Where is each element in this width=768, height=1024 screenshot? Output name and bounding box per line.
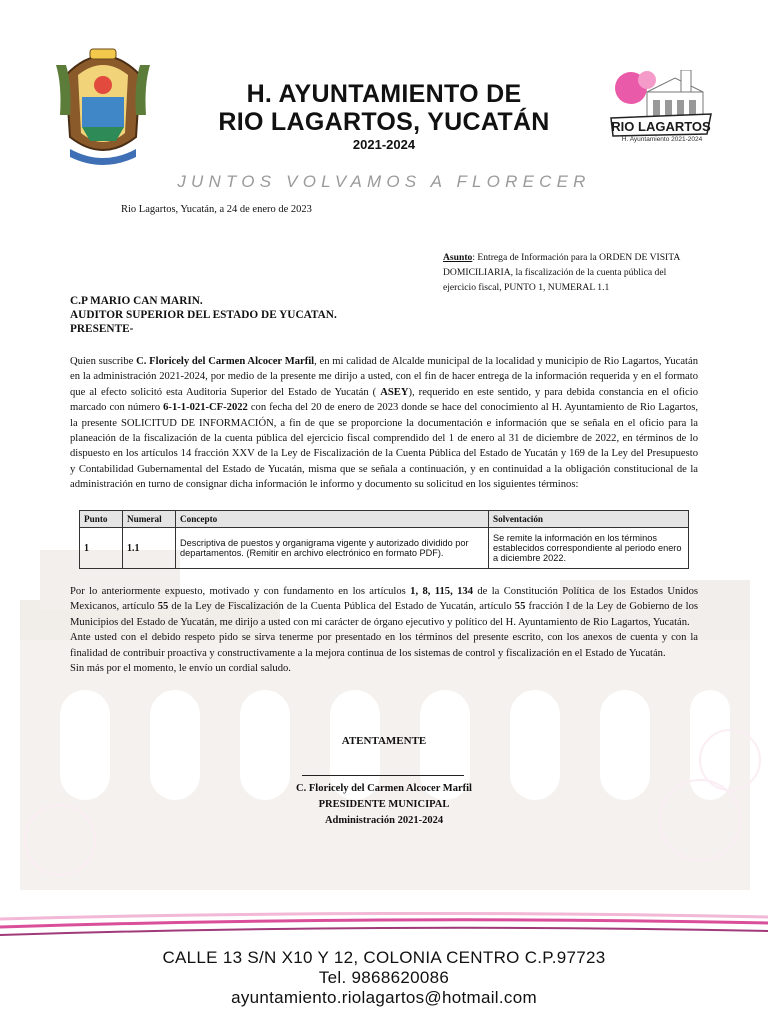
body2-article-55b: 55 — [514, 601, 526, 613]
subject-text: : Entrega de Información para la ORDEN DE VISITA DOMICILIARIA, la fiscalización de la cuenta pública del ejercicio fiscal, PUNTO 1, NUMERAL 1.1 — [443, 252, 680, 293]
body2-text-d: fracción I de la Ley de Gobierno de los Municipios del Estado de Yucatán, me dirijo a usted con mi carácter de órgano ejecutivo y político del H. Ayuntamiento de Rio Lagartos, Yucatán. — [70, 601, 698, 628]
body2-article-55a: 55 — [157, 601, 169, 613]
signer-name: C. Floricely del Carmen Alcocer Marfil — [296, 783, 472, 794]
body1-oficio-number: 6-1-1-021-CF-2022 — [163, 402, 248, 414]
table-header-concepto: Concepto — [176, 511, 489, 528]
addressee-name: C.P MARIO CAN MARIN. — [70, 295, 203, 307]
subject-label: Asunto — [443, 252, 473, 263]
addressee-position: AUDITOR SUPERIOR DEL ESTADO DE YUCATAN. — [70, 309, 337, 321]
body1-signer-name: C. Floricely del Carmen Alcocer Marfil — [136, 356, 315, 367]
footer-email: ayuntamiento.riolagartos@hotmail.com — [231, 988, 537, 1007]
logo-right-text: RIO LAGARTOS — [611, 119, 711, 134]
body1-text-d: con fecha del 20 de enero de 2023 donde se hace del conocimiento al H. Ayuntamiento de Rio Lagartos, la presente SOLICITUD DE INFORMACIÓN, a fin de que se proporcione la documentación e información que se señala en el oficio para la planeación de la fiscalización de la cuenta pública del ejercicio fiscal comprendido del 1 de enero al 31 de diciembre de 2022, en términos de lo dispuesto en los artículos 14 fracción XXV de la Ley de Fiscalización de la Cuenta Pública del Estado de Yucatán y 169 de la Ley del Presupuesto y Contabilidad Gubernamental del Estado de Yucatán, misma que se señala a continuación, y en continuidad a la obligación constitucional de la administración en turno de consignar dicha información le informo y documento su solicitud en los siguientes términos: — [70, 402, 698, 491]
header-title-line1: H. AYUNTAMIENTO DE — [246, 80, 522, 108]
header-title-line2: RIO LAGARTOS, YUCATÁN — [218, 108, 550, 136]
building-watermark — [0, 520, 768, 920]
logo-right-caption: H. Ayuntamiento 2021-2024 — [621, 136, 703, 143]
body-paragraph-4: Sin más por el momento, le envío un cordial saludo. — [70, 663, 291, 675]
table-cell-punto: 1 — [80, 528, 123, 569]
body2-text-c: de la Ley de Fiscalización de la Cuenta Pública del Estado de Yucatán, artículo — [168, 601, 515, 613]
body2-text-b: de la Constitución Política de los Estados Unidos Mexicanos, artículo — [70, 586, 698, 613]
slogan: JUNTOS VOLVAMOS A FLORECER — [177, 172, 591, 191]
body2-text-a: Por lo anteriormente expuesto, motivado y con fundamento en los artículos — [70, 586, 411, 597]
addressee-block — [70, 294, 337, 336]
body2-articles: 1, 8, 115, 134 — [410, 586, 473, 597]
footer-address: CALLE 13 S/N X10 Y 12, COLONIA CENTRO C.P.97723 — [162, 948, 606, 967]
body1-text-c: ), requerido en este sentido, y para debida constancia en el oficio marcado con número — [70, 386, 698, 414]
table-cell-concepto: Descriptiva de puestos y organigrama vigente y autorizado dividido por departamentos. (Remitir en archivo electrónico en formato PDF). — [176, 528, 489, 569]
footer-contact — [0, 948, 768, 1008]
closing-atentamente: ATENTAMENTE — [341, 735, 427, 747]
addressee-presente: PRESENTE- — [70, 323, 134, 335]
table-cell-solventacion: Se remite la información en los términos establecidos correspondiente al periodo enero a diciembre 2022. — [489, 528, 689, 569]
footer-phone: Tel. 9868620086 — [318, 968, 450, 987]
header-term: 2021-2024 — [352, 137, 416, 152]
body-paragraphs-closing — [70, 584, 698, 676]
signer-administration: Administración 2021-2024 — [324, 815, 444, 826]
table-cell-numeral: 1.1 — [123, 528, 176, 569]
letter-date: Rio Lagartos, Yucatán, a 24 de enero de 2023 — [121, 204, 312, 215]
table-header-punto: Punto — [80, 511, 123, 528]
body-paragraph-3: Ante usted con el debido respeto pido se sirva tenerme por presentado en los términos del presente escrito, con los anexos de cuenta y con la finalidad de contribuir proactiva y constructivamente a la mejora continua de los sistemas de control y fiscalización en el Estado de Yucatán. — [70, 632, 698, 659]
table-header-numeral: Numeral — [123, 511, 176, 528]
footer-decorative-lines — [0, 905, 768, 945]
table-header-solventacion: Solventación — [489, 511, 689, 528]
requirements-table — [79, 510, 689, 569]
body-paragraph-1 — [70, 354, 698, 493]
body-paragraph-2 — [70, 584, 698, 630]
signature-block — [0, 781, 768, 829]
signature-line — [302, 775, 464, 776]
signer-title: PRESIDENTE MUNICIPAL — [318, 799, 450, 810]
body1-asey: ASEY — [380, 386, 409, 398]
body1-text-a: Quien suscribe — [70, 356, 137, 367]
subject-block — [443, 250, 693, 295]
body1-text-b: , en mi calidad de Alcalde municipal de la localidad y municipio de Rio Lagartos, Yucatán en la administración 2021-2024, por medio de la presente me dirijo a usted, con el fin de hacer entrega de la información requerida y en el formato que al efecto solicitó esta Auditoria Superior del Estado de Yucatán ( — [70, 356, 698, 398]
table-header-row — [80, 511, 689, 528]
table-row — [80, 528, 689, 569]
